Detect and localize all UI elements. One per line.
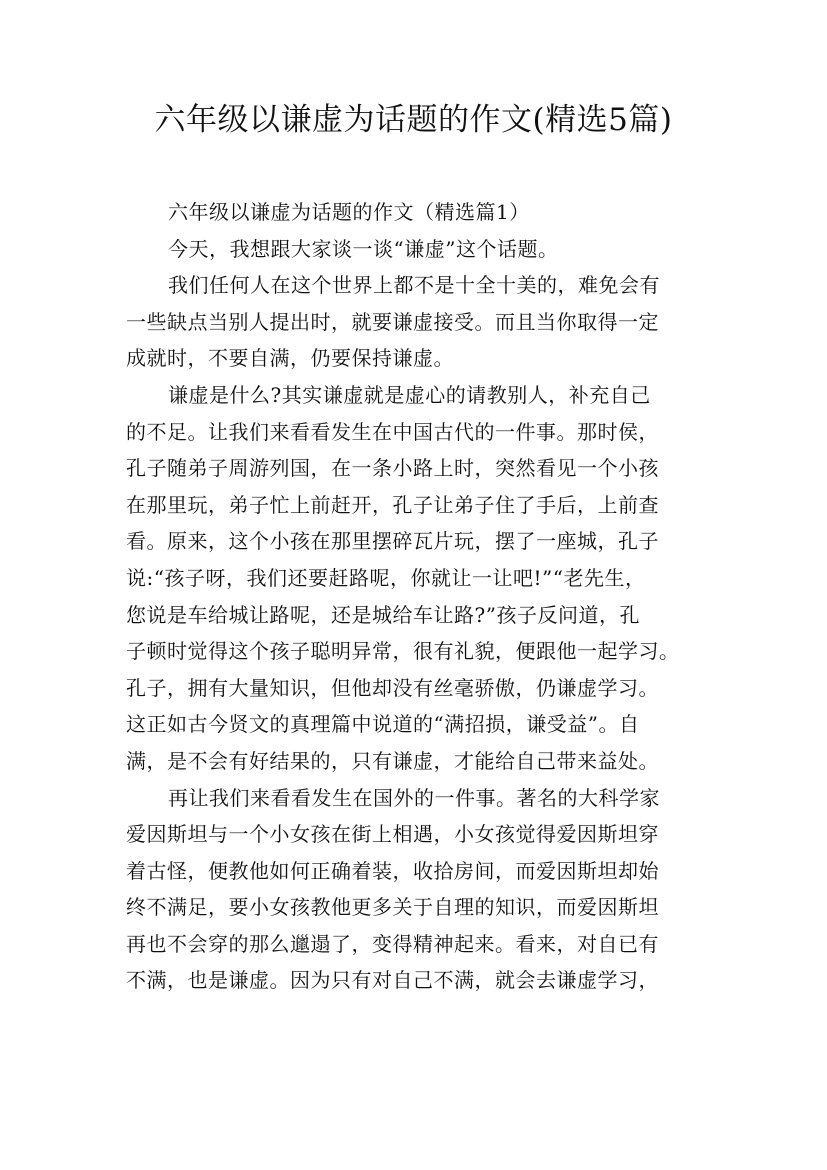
paragraph-line: 的不足。让我们来看看发生在中国古代的一件事。那时侯， — [126, 419, 659, 444]
paragraph-line: 看。原来，这个小孩在那里摆碎瓦片玩，摆了一座城，孔子 — [126, 529, 659, 554]
document-body — [126, 194, 716, 999]
document-title: 六年级以谦虚为话题的作文(精选5篇) — [154, 102, 673, 138]
paragraph-line: 满，是不会有好结果的，只有谦虚，才能给自己带来益处。 — [126, 748, 659, 773]
paragraph-line: 孔子，拥有大量知识，但他却没有丝毫骄傲，仍谦虚学习。 — [126, 675, 659, 700]
paragraph-line: 着古怪，便教他如何正确着装，收拾房间，而爱因斯坦却始 — [126, 858, 659, 883]
paragraph-line: 再也不会穿的那么邋遢了，变得精神起来。看来，对自已有 — [126, 931, 659, 956]
paragraph-line: 这正如古今贤文的真理篇中说道的“满招损，谦受益”。自 — [126, 712, 640, 737]
paragraph-line: 终不满足，要小女孩教他更多关于自理的知识，而爱因斯坦 — [126, 895, 659, 920]
paragraph-line: 不满，也是谦虚。因为只有对自己不满，就会去谦虚学习， — [126, 968, 659, 993]
paragraph-line: 我们任何人在这个世界上都不是十全十美的，难免会有 — [168, 273, 660, 298]
paragraph-line: 一些缺点当别人提出时，就要谦虚接受。而且当你取得一定 — [126, 309, 659, 334]
paragraph-line: 在那里玩，弟子忙上前赶开，孔子让弟子住了手后，上前查 — [126, 492, 659, 517]
paragraph-line: 您说是车给城让路呢，还是城给车让路?”孩子反问道，孔 — [126, 602, 640, 627]
subtitle-line: 六年级以谦虚为话题的作文（精选篇1） — [168, 200, 530, 224]
paragraph-line: 成就时，不要自满，仍要保持谦虚。 — [126, 346, 454, 371]
paragraph-line: 子顿时觉得这个孩子聪明异常，很有礼貌，便跟他一起学习。 — [126, 639, 680, 664]
paragraph-line: 今天，我想跟大家谈一谈“谦虚”这个话题。 — [168, 236, 559, 261]
paragraph-line: 爱因斯坦与一个小女孩在街上相遇，小女孩觉得爱因斯坦穿 — [126, 822, 659, 847]
paragraph-line: 孔子随弟子周游列国，在一条小路上时，突然看见一个小孩 — [126, 456, 659, 481]
paragraph-line: 再让我们来看看发生在国外的一件事。著名的大科学家 — [168, 785, 660, 810]
paragraph-line: 说:“孩子呀，我们还要赶路呢，你就让一让吧!”“老先生， — [126, 565, 646, 590]
paragraph-line: 谦虚是什么?其实谦虚就是虚心的请教别人，补充自己 — [168, 382, 651, 407]
